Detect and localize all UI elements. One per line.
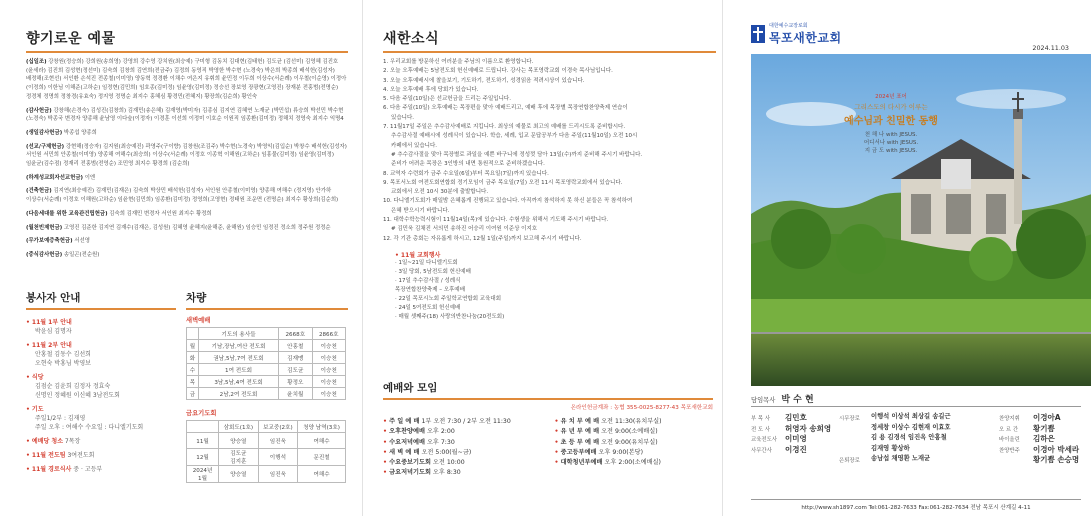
worship-row	[554, 448, 713, 458]
staff-name: 이경진	[785, 444, 807, 454]
worship-row	[383, 427, 546, 437]
service-rule	[26, 308, 176, 310]
news-item: 1. 우리교회를 방문하신 여러분을 주님의 이름으로 환영합니다.	[383, 59, 534, 65]
car-cell: 안홍철	[279, 340, 312, 352]
news-item: 9. 목포서노회 여전도회연합회 정기모임이 금주 목요일(7일) 오전 11시 목포영락교회에서 있습니다.	[383, 179, 623, 186]
news-item: 4. 오늘 오후예배 후에 당회가 있습니다.	[383, 86, 479, 93]
worship-rule	[383, 398, 713, 400]
news-item: 은혜 받으시기 바랍니다.	[391, 207, 450, 214]
friday-car-table	[186, 420, 346, 483]
offering-paragraph	[26, 58, 348, 102]
staff-name: 황기쁨	[1033, 423, 1055, 433]
footer-rule	[751, 499, 1081, 500]
worship-bullet: •	[383, 428, 390, 436]
slogan-line3: 천 해 나 with JESUS.	[864, 132, 918, 138]
car-row	[187, 376, 346, 388]
logo-subtitle: 대한예수교장로회	[769, 23, 808, 29]
news-heading: 새한소식	[383, 31, 440, 47]
offering-title: (선교/구제헌금)	[26, 143, 65, 150]
car-section	[186, 290, 348, 483]
car2-cell: 임진욱	[258, 433, 298, 449]
worship-section	[383, 380, 713, 479]
service-item-head: • 기도	[26, 406, 44, 413]
staff-role: 찬양반주	[999, 447, 1020, 454]
elder-names	[871, 412, 951, 454]
news-item: # 추수감사절을 맞아 목장별로 과일을 예쁜 바구니에 정성껏 담아 13일(수)까지 준비해 주시기 바랍니다.	[391, 151, 643, 158]
photo-slogan	[821, 92, 961, 154]
service-section	[26, 290, 176, 479]
car-cell: 3남,5남,4여 전도회	[199, 376, 279, 388]
offering-paragraph	[26, 129, 348, 138]
retired-role: 은퇴장로	[839, 458, 860, 464]
news-item: 11. 대학수학능력시험이 11월14일(목)에 있습니다. 수험생을 위해서 기도해 주시기 바랍니다.	[383, 217, 609, 224]
dawn-car-table	[186, 327, 346, 400]
offering-paragraph	[26, 237, 348, 246]
car-header-cell: 기도의 용사들	[199, 328, 279, 340]
news-item: 있습니다.	[391, 114, 415, 121]
notice-item: · 3일 당회, 5남전도회 헌신예배	[395, 268, 471, 275]
news-item: 추수감사절 예배시에 성례식이 있습니다. 학습, 세례, 입교 문답공부가 다음 주일(11월10일) 오전 10시	[391, 133, 638, 140]
car2-row	[187, 466, 346, 483]
service-item-line: 신명인 정혜원 이신혜 3남전도회	[35, 392, 120, 399]
worship-name: 오후찬양예배	[389, 428, 425, 436]
offering-title: (다음세대를 위한 교육관건립헌금)	[26, 210, 108, 217]
worship-list-right	[554, 417, 713, 479]
offering-names: 김숙희 김재민 변경자 서인원 최지수 황정희	[107, 210, 212, 217]
news-list	[383, 58, 716, 244]
news-item: 2. 오늘 오후예배는 5남전도회 헌신예배로 드립니다. 강사는 목포영락교회 이경숙 목사님입니다.	[383, 68, 613, 75]
news-item: 12. 각 기관 총회는 자유롭게 하시고, 12월 1일(주일)까지 보고해 주시기 바랍니다.	[383, 235, 582, 242]
news-item: 준비가 어려운 목장은 3인방의 내면 통원적으로 준비하겠습니다.	[391, 161, 545, 168]
service-item-head: • 11월 경로식사 중 · 고등부	[26, 466, 103, 473]
worship-row	[383, 468, 546, 478]
service-item	[26, 341, 176, 368]
worship-row	[554, 438, 713, 448]
worship-list-left	[383, 417, 546, 479]
car-cell: 이승천	[312, 376, 345, 388]
offering-title: (건축헌금)	[26, 188, 52, 195]
staff-row	[999, 444, 1081, 455]
logo-title: 목포새한교회	[769, 31, 842, 45]
service-item-head: • 예배당 청소 7목장	[26, 438, 81, 445]
car2-cell: 양승열	[219, 466, 259, 483]
car-header-row	[187, 328, 346, 340]
staff-row	[999, 433, 1081, 444]
car2-cell: 이행석	[258, 449, 298, 466]
notice-item: · 17일 추수감사절 / 성례식	[395, 277, 461, 284]
car-row	[187, 352, 346, 364]
pastor-rule	[751, 406, 1081, 407]
offering-names: 박종섭 양종희	[62, 129, 97, 136]
worship-time: 1부 오전 7:30 / 2부 오전 11:30	[419, 418, 511, 425]
church-footer: http://www.sh1897.com Tel:061-282-7633 Fax:061-282-7634 전남 목포시 산계길 4-11	[801, 505, 1031, 511]
staff-role: 사무간사	[751, 447, 772, 454]
elder-name-line: 정세창 이상수 김현재 이효호	[871, 423, 951, 431]
worship-name: 대학청년부예배	[560, 459, 603, 467]
notice-list	[383, 259, 716, 322]
staff-block	[751, 412, 1081, 465]
pastor-line	[751, 392, 814, 405]
car2-cell: 김도균 김지훈	[219, 449, 259, 466]
church-photo	[751, 54, 1091, 386]
pastor-name: 박 수 현	[781, 395, 814, 405]
car-cell: 김도균	[279, 364, 312, 376]
car2-cell: 여해수	[298, 466, 346, 483]
worship-name: 초 등 부 예 배	[560, 438, 600, 446]
staff-name: 황기쁨 손승명	[1033, 455, 1080, 464]
news-item: # 김민욱 김채진 서의민 송하진 어승리 이여원 이준상 이지호	[391, 226, 538, 233]
offerings-rule	[26, 51, 348, 53]
offering-paragraph	[26, 143, 348, 169]
worship-bullet: •	[554, 459, 561, 467]
offering-title: (감사헌금)	[26, 107, 52, 114]
staff-name: 이경아A	[1033, 413, 1061, 422]
news-item: 5. 다음 주일(10일)은 선교헌금을 드리는 주일입니다.	[383, 96, 511, 103]
offering-names: 강현해(정승자) 김지원(최승예진) 곽영주(구이향) 김창원(조김주) 박수현(노경숙) 박영익(김입순) 박창수 배석헌(김성자) 서인원 서민희 안종철(이미영) 양종해 여해수(최승희) 이상수(서순례) 이정호 이종혁 이해원(고하순) 임흥물(김미정) 임윤영(김미정) 임윤균(김수점) 정재리 전홍범(전영순) 조민영 최지수 황경희 (김순희)	[26, 143, 347, 168]
service-item-line: 김점순 김윤희 김정자 정효숙	[35, 383, 111, 390]
notice-item: · 24일 5여전도회 헌신예배	[395, 304, 461, 311]
service-item	[26, 405, 176, 432]
retired-name-line: 송남섭 채영환 노재균	[871, 455, 931, 462]
staff-name: 김하은	[1033, 434, 1055, 443]
car-cell: 이승천	[312, 352, 345, 364]
offering-paragraph	[26, 174, 348, 183]
notice-item: · 22일 목포시노회 주일학교연합회 교육대회	[395, 295, 502, 302]
offerings-heading: 향기로운 예물	[26, 31, 116, 47]
worship-name: 유 년 부 예 배	[560, 428, 600, 436]
offering-names: 고영진 김준한 김지연 김재수(김재은, 김성원) 김혜영 윤혜지(윤해준, 윤해원) 임승민 임정진 정소희 정주원 정정순	[62, 224, 331, 231]
service-item-value: 중 · 고등부	[71, 466, 103, 473]
news-item: 6. 다음 주일(10일) 오후예배는 목장편을 맞아 예배드리고, 예배 후에 목장별 목장연합찬양축제 연습이	[383, 105, 628, 112]
notice-item: · 1일~21일 다니엘기도회	[395, 259, 458, 266]
car-cell: 금	[187, 388, 199, 400]
slogan-line4: 어디서나 with JESUS.	[863, 140, 919, 146]
car2-cell: 양승열	[219, 433, 259, 449]
car-cell: 수	[187, 364, 199, 376]
service-item-head: • 11월 2부 안내	[26, 342, 72, 349]
staff-row	[999, 454, 1081, 465]
right-column	[722, 0, 1091, 516]
service-list	[26, 318, 176, 474]
offering-names: 강창해(손경숙) 김성진(김창희) 김재민(송은혜) 김재영(박미자) 김종심 김지연 김혜연 노재균 (박민섭) 류승희 박선민 박수현(노경숙) 박종국 변경자 양종해 윤남영 이다숲(이정자) 이경훈 이선희 이정미 이호순 이원직 임종환(김미정) 정해치 정영숙 최지수 익명4	[26, 107, 344, 123]
car-cell: 김재맹	[279, 352, 312, 364]
staff-left	[751, 412, 839, 465]
car-cell: 목	[187, 376, 199, 388]
car2-subtitle: 금요기도회	[186, 410, 217, 417]
car-rule	[186, 308, 348, 310]
worship-bullet: •	[383, 448, 390, 456]
news-item: 8. 교역자 수련회가 금주 수요일(6일)부터 목요일(7일)까지 있습니다.	[383, 170, 549, 177]
worship-row	[383, 458, 546, 468]
news-item: 7. 11월17일 주일은 추수감사예배로 지킵니다. 최상의 예물로 최고의 예배를 드리시도록 준비합시다.	[383, 124, 626, 131]
offering-names: 이엔	[83, 174, 96, 181]
staff-role: 바이올린	[999, 437, 1020, 443]
worship-row	[554, 417, 713, 427]
slogan-year: 2024년 표어	[875, 94, 907, 100]
service-item-head: • 11월 1부 안내	[26, 319, 72, 326]
worship-name: 수요중보기도회	[389, 459, 431, 467]
worship-name: 새 벽 예 배	[389, 448, 420, 456]
car-heading: 차량	[186, 292, 207, 304]
car2-month: 12월	[187, 449, 219, 466]
car2-header-cell: 삼회도(1호)	[219, 421, 259, 433]
worship-bullet: •	[554, 448, 561, 456]
car-row	[187, 364, 346, 376]
staff-role: 교육전도사	[751, 437, 778, 443]
staff-name: 이미영	[785, 434, 807, 443]
elder-name-line: 김 용 김경석 임진옥 안홍철	[871, 434, 947, 441]
car-cell: 황정오	[279, 376, 312, 388]
worship-name: 유 치 부 예 배	[560, 418, 600, 425]
worship-row	[383, 438, 546, 448]
retired-names	[871, 454, 930, 465]
car2-month: 2024년 1월	[187, 466, 219, 483]
church-logo	[751, 22, 842, 46]
offering-title: (무가보예증축헌금)	[26, 238, 73, 245]
car-cell: 화	[187, 352, 199, 364]
slogan-line5: 지 금 도 with JESUS.	[864, 148, 918, 154]
car2-month: 11월	[187, 433, 219, 449]
offering-names: 서선영	[72, 238, 90, 245]
car-header-cell	[187, 328, 199, 340]
elder-name-line: 이행석 이상석 최상길 송길근	[871, 413, 951, 420]
news-item: 10. 다니엘기도회가 매일밤 은혜롭게 진행되고 있습니다. 아직까지 참석하지 못 하신 분들은 꼭 참석하여	[383, 198, 633, 205]
worship-time: 오전 9:00(소예배실)	[599, 428, 658, 436]
service-item	[26, 451, 176, 460]
worship-bullet: •	[383, 459, 390, 467]
offerings-list	[26, 58, 348, 260]
service-item-value: 7목장	[63, 438, 81, 445]
offering-paragraph	[26, 210, 348, 219]
car-cell: 1여 전도회	[199, 364, 279, 376]
car-cell: 이승천	[312, 364, 345, 376]
staff-name: 김민호	[785, 413, 807, 422]
worship-bullet: •	[554, 418, 561, 425]
worship-row	[554, 458, 713, 468]
cross-icon	[751, 25, 765, 43]
staff-role: 찬양지휘	[999, 416, 1020, 422]
service-item-line: 박윤심 김명자	[35, 328, 72, 335]
car2-cell: 임진욱	[258, 466, 298, 483]
staff-name: 이경아 박세라	[1033, 444, 1080, 454]
car-cell: 이승천	[312, 388, 345, 400]
service-item-line: 오현숙 박홍님 박영보	[35, 360, 91, 367]
staff-role: 전 도 사	[751, 426, 771, 433]
elder-name-line: 김재영 황상하	[871, 444, 910, 452]
car2-cell: 여해수	[298, 433, 346, 449]
car-cell: 권남,5남,7여 전도회	[199, 352, 279, 364]
service-item-line: 주일1/2부 : 김재영	[35, 415, 86, 422]
staff-name: 허영자 송희영	[785, 423, 832, 433]
offering-paragraph	[26, 187, 348, 204]
worship-heading: 예배와 모임	[383, 382, 438, 394]
offering-title: (하계성교회자선교헌금)	[26, 174, 84, 181]
service-item-head: • 식당	[26, 374, 44, 381]
offering-title: (생일감사헌금)	[26, 129, 63, 136]
worship-bullet: •	[383, 469, 390, 477]
service-item-line: 주일 오후 : 여해수 수요일 : 다니엘기도회	[35, 424, 144, 431]
worship-time: 오후 8:30	[430, 469, 461, 477]
staff-row	[999, 412, 1081, 423]
offering-paragraph	[26, 107, 348, 124]
worship-bullet: •	[383, 418, 390, 425]
car-header-cell: 2668호	[279, 328, 312, 340]
worship-time: 오전 10:00	[430, 459, 465, 467]
car2-header-cell	[187, 421, 219, 433]
worship-name: 수요저녁예배	[389, 438, 425, 446]
car-row	[187, 340, 346, 352]
notice-item: 목장연합찬양축제 – 오후예배	[395, 286, 466, 293]
staff-role: 오 르 간	[999, 426, 1019, 433]
news-item: 교회에서 오전 10시 30분에 출발합니다.	[391, 189, 489, 196]
car2-cell: 문진철	[298, 449, 346, 466]
offering-names: 강창원(정승희) 강희원(송희영) 강영희 강수영 강치원(최승예) 구미형 김동치 김대현(김태헌) 김도균 (김선미) 김영혜 김진호(윤세라) 김진희 김성현(정선미) 김숙희 김창희 김연희(전금주) 김정희 동영직 박영한 박수현 (노경숙) 박은희 박종희 배석헌(김성자) 배정해(조현선) 서인환 손석진 전종철(이미영) 양동혁 정경환 이채수 여은지 유휘희 윤민정 이두희 이상수(서순례) 이우철(이순영) 이정아(이정희) 이한님 이해준(고하순) 임정현(김민희) 임호종(김미정) 임윤영(김미정) 정승선 장보영 장광현(고영진) 장재분 전홍범(전명순) 정경체 정명희 정창경(유효숙) 정지영 정명순 최지수 홍혜심 황경민(전혜지) 황장희(김순희) 황인숙	[26, 59, 347, 100]
service-heading: 봉사자 안내	[26, 292, 81, 304]
staff-row	[751, 412, 839, 423]
bulletin-date: 2024.11.03	[1032, 44, 1069, 52]
car2-header-cell: 청양 남역(3호)	[298, 421, 346, 433]
notice-heading: • 11월 교회행사	[395, 251, 441, 259]
offering-title: (십일조)	[26, 59, 47, 65]
left-column	[0, 0, 362, 516]
car-cell: 윤치월	[279, 388, 312, 400]
worship-row	[554, 427, 713, 437]
service-item-line: 안홍철 김동수 김선희	[35, 351, 91, 358]
news-item: 3. 오늘 오후예배시에 찰을보기, 기도하기, 전도하기, 성경읽음 적려시상이 있습니다.	[383, 77, 585, 84]
offering-paragraph	[26, 251, 348, 260]
offering-title: (중식감사헌금)	[26, 251, 63, 258]
notice-item: · 매월 셋째주(18) 사랑의반찬나눔(20전도회)	[395, 313, 505, 320]
car-cell: 기남,장남,여산 전도회	[199, 340, 279, 352]
service-item-value: 3여전도회	[65, 452, 95, 459]
car-subtitle: 새벽예배	[186, 317, 211, 324]
staff-row	[999, 423, 1081, 434]
car2-row	[187, 449, 346, 466]
car-cell: 이승천	[312, 340, 345, 352]
news-rule	[383, 51, 716, 53]
worship-bullet: •	[554, 428, 561, 436]
worship-name: 주 일 예 배	[389, 418, 420, 425]
service-item	[26, 437, 176, 446]
notice-box	[383, 250, 716, 322]
worship-time: 오후 2:00(소예배실)	[602, 459, 661, 467]
elder-role: 시무장로	[839, 416, 860, 422]
worship-time: 오후 2:00	[424, 428, 455, 436]
car2-header-row	[187, 421, 346, 433]
worship-row	[383, 417, 546, 427]
staff-mid	[839, 412, 999, 465]
worship-name: 중고등부예배	[560, 448, 597, 456]
service-item	[26, 373, 176, 400]
staff-row	[751, 423, 839, 434]
worship-time: 오전 9:00(유치부실)	[599, 438, 658, 446]
worship-time: 오전 5:00(월~금)	[419, 448, 472, 456]
slogan-main: 예수님과 친밀한 동행	[844, 116, 938, 127]
staff-right	[999, 412, 1081, 465]
news-item: 카페에서 있습니다.	[391, 142, 438, 149]
service-item-head: • 11월 전도팀 3여전도회	[26, 452, 95, 459]
worship-time: 오후 9:00(본당)	[596, 448, 644, 456]
offering-title: (월천빈제헌금)	[26, 224, 63, 231]
car-cell: 월	[187, 340, 199, 352]
car2-row	[187, 433, 346, 449]
pastor-label: 담임목사	[751, 397, 776, 404]
service-item	[26, 318, 176, 336]
account-label: 온라인헌금계좌 : 농협 355-0025-8277-43 목포새한교회	[570, 405, 713, 411]
offering-names: 송일곤(전순원)	[62, 251, 100, 258]
worship-name: 금요저녁기도회	[389, 469, 431, 477]
staff-row	[751, 444, 839, 455]
staff-role: 부 목 사	[751, 416, 771, 422]
car-cell: 2남,2여 전도회	[199, 388, 279, 400]
worship-time: 오후 7:30	[424, 438, 455, 446]
offering-paragraph	[26, 224, 348, 233]
middle-column	[362, 0, 722, 516]
car-header-cell: 2866호	[312, 328, 345, 340]
car2-header-cell: 보교중(2호)	[258, 421, 298, 433]
car-row	[187, 388, 346, 400]
slogan-line1: 그리스도의 다시가 이루는	[854, 103, 928, 111]
worship-bullet: •	[383, 438, 390, 446]
worship-row	[383, 448, 546, 458]
worship-time: 오전 11:30(유치부실)	[599, 418, 662, 425]
worship-bullet: •	[554, 438, 561, 446]
service-item	[26, 465, 176, 474]
offering-names: 김지연(최승예진) 김재민(김재은) 김숙희 박상민 배석헌(김성자) 서인원 안종철(이미영) 양종해 여해수 (정지영) 안가하 이상수(서순례) 이정호 이해원(고하순) 임윤현(김민희) 임종환(김미정) 정영희(고영현) 정태원 조운면 (전명순) 최지수 황상희(김순희)	[26, 188, 339, 204]
staff-row	[751, 433, 839, 444]
